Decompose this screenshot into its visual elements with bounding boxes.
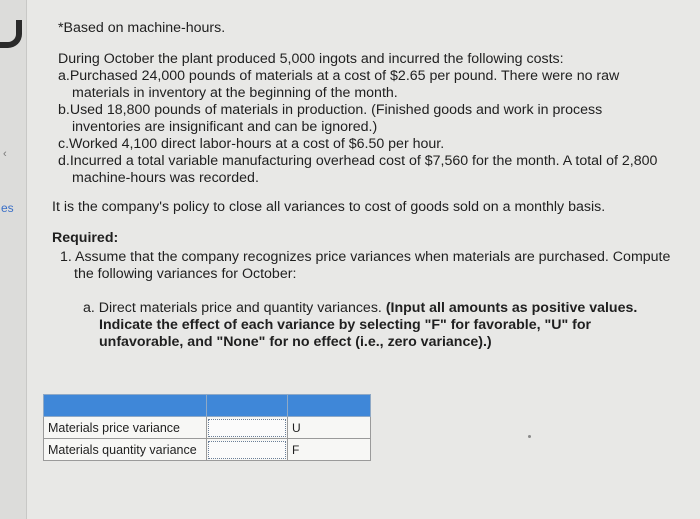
row-label: Materials quantity variance (44, 439, 207, 461)
table-header-row (44, 395, 371, 417)
price-variance-amount-input[interactable] (208, 419, 286, 437)
quantity-variance-amount-input[interactable] (208, 441, 286, 459)
policy-text: It is the company's policy to close all variances to cost of goods sold on a monthly basis. (52, 199, 606, 215)
sidebar-tab-label[interactable]: es (1, 201, 14, 215)
cursor-dot (528, 435, 531, 438)
requirement-1: 1. Assume that the company recognizes price variances when materials are purchased. Compute the following variances for October: (60, 249, 671, 282)
cost-list (58, 68, 672, 187)
left-sidebar (0, 0, 27, 519)
cost-item-a: a.Purchased 24,000 pounds of materials at a cost of $2.65 per pound. There were no raw materials in inventory at the beginning of the month. (58, 68, 620, 101)
requirement-1a-text: a. Direct materials price and quantity variances. (83, 300, 386, 316)
table-row (44, 439, 371, 461)
price-variance-effect-select[interactable]: U (288, 417, 371, 439)
panel-corner-icon (0, 20, 22, 48)
cost-item-d: d.Incurred a total variable manufacturing overhead cost of $7,560 for the month. A total of 2,800 machine-hours was recorded. (58, 153, 658, 186)
requirement-1a-instruction: (Input all amounts as positive values. Indicate the effect of each variance by selecting "F" for favorable, "U" for unfavorable, and "None" for no effect (i.e., zero variance).) (99, 300, 638, 350)
problem-content (52, 20, 672, 351)
quantity-variance-effect-select[interactable]: F (288, 439, 371, 461)
variance-answer-table (43, 394, 371, 461)
cost-item-b: b.Used 18,800 pounds of materials in production. (Finished goods and work in process inventories are insignificant and can be ignored.) (58, 102, 603, 135)
cost-item-c: c.Worked 4,100 direct labor-hours at a cost of $6.50 per hour. (58, 136, 445, 152)
table-row (44, 417, 371, 439)
row-label: Materials price variance (44, 417, 207, 439)
required-heading: Required: (52, 230, 119, 246)
requirement-1a (83, 300, 672, 351)
intro-text: During October the plant produced 5,000 ingots and incurred the following costs: (58, 51, 564, 67)
chevron-left-icon[interactable]: ‹ (3, 148, 7, 160)
footnote: *Based on machine-hours. (58, 20, 226, 36)
